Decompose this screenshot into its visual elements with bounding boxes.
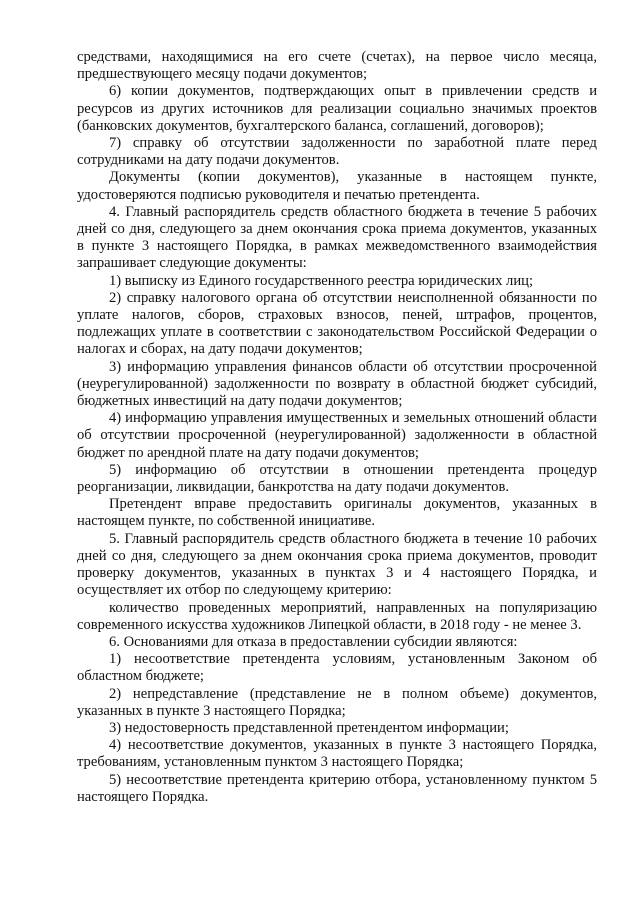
paragraph-item-6: 6) копии документов, подтверждающих опыт в привлечении средств и ресурсов из других источников для реализации социально значимых проектов (банковских документов, бухгалтерского баланса, соглашений, договоров); bbox=[77, 83, 597, 134]
paragraph-selection-criterion: количество проведенных мероприятий, направленных на популяризацию современного искусства художников Липецкой области, в 2018 году - не менее 3. bbox=[77, 599, 597, 633]
paragraph-section-4-item-4: 4) информацию управления имущественных и земельных отношений области об отсутствии просроченной (неурегулированной) задолженности в областной бюджет по арендной плате на дату подачи документов; bbox=[77, 410, 597, 461]
paragraph-section-6-item-1: 1) несоответствие претендента условиям, установленным Законом об областном бюджете; bbox=[77, 651, 597, 685]
paragraph-section-4-item-2: 2) справку налогового органа об отсутствии неисполненной обязанности по уплате налогов, сборов, страховых взносов, пеней, штрафов, процентов, подлежащих уплате в соответствии с законодательством Российской Федерации о налогах и сборах, на дату подачи документов; bbox=[77, 289, 597, 358]
paragraph-section-6: 6. Основаниями для отказа в предоставлении субсидии являются: bbox=[109, 633, 518, 650]
paragraph-continuation: средствами, находящимися на его счете (счетах), на первое число месяца, предшествующего месяцу подачи документов; bbox=[77, 49, 597, 83]
paragraph-section-4-item-5: 5) информацию об отсутствии в отношении претендента процедур реорганизации, ликвидации, банкротства на дату подачи документов. bbox=[77, 461, 597, 496]
paragraph-section-4-item-3: 3) информацию управления финансов области об отсутствии просроченной (неурегулированной) задолженности по возврату в областной бюджет субсидий, бюджетных инвестиций на дату подачи документов; bbox=[77, 358, 597, 410]
paragraph-section-6-item-4: 4) несоответствие документов, указанных в пункте 3 настоящего Порядка, требованиям, установленным пунктом 3 настоящего Порядка; bbox=[77, 737, 597, 771]
paragraph-item-7: 7) справку об отсутствии задолженности по заработной плате перед сотрудниками на дату подачи документов. bbox=[77, 135, 597, 169]
paragraph-section-6-item-2: 2) непредставление (представление не в полном объеме) документов, указанных в пункте 3 настоящего Порядка; bbox=[77, 685, 597, 719]
paragraph-section-6-item-3: 3) недостоверность представленной претендентом информации; bbox=[109, 719, 509, 736]
paragraph-section-6-item-5: 5) несоответствие претендента критерию отбора, установленному пунктом 5 настоящего Порядка. bbox=[77, 771, 597, 805]
paragraph-applicant-right: Претендент вправе предоставить оригиналы документов, указанных в настоящем пункте, по собственной инициативе. bbox=[77, 496, 597, 530]
paragraph-section-5: 5. Главный распорядитель средств областного бюджета в течение 10 рабочих дней со дня, следующего за днем окончания срока приема документов, проводит проверку документов, указанных в пунктах 3 и 4 настоящего Порядка, и осуществляет их отбор по следующему критерию: bbox=[77, 530, 597, 599]
paragraph-section-4-item-1: 1) выписку из Единого государственного реестра юридических лиц; bbox=[109, 272, 534, 289]
paragraph-certification-note: Документы (копии документов), указанные в настоящем пункте, удостоверяются подписью руководителя и печатью претендента. bbox=[77, 169, 597, 203]
paragraph-section-4: 4. Главный распорядитель средств областного бюджета в течение 5 рабочих дней со дня, следующего за днем окончания срока приема документов, указанных в пункте 3 настоящего Порядка, в рамках межведомственного взаимодействия запрашивает следующие документы: bbox=[77, 203, 597, 272]
